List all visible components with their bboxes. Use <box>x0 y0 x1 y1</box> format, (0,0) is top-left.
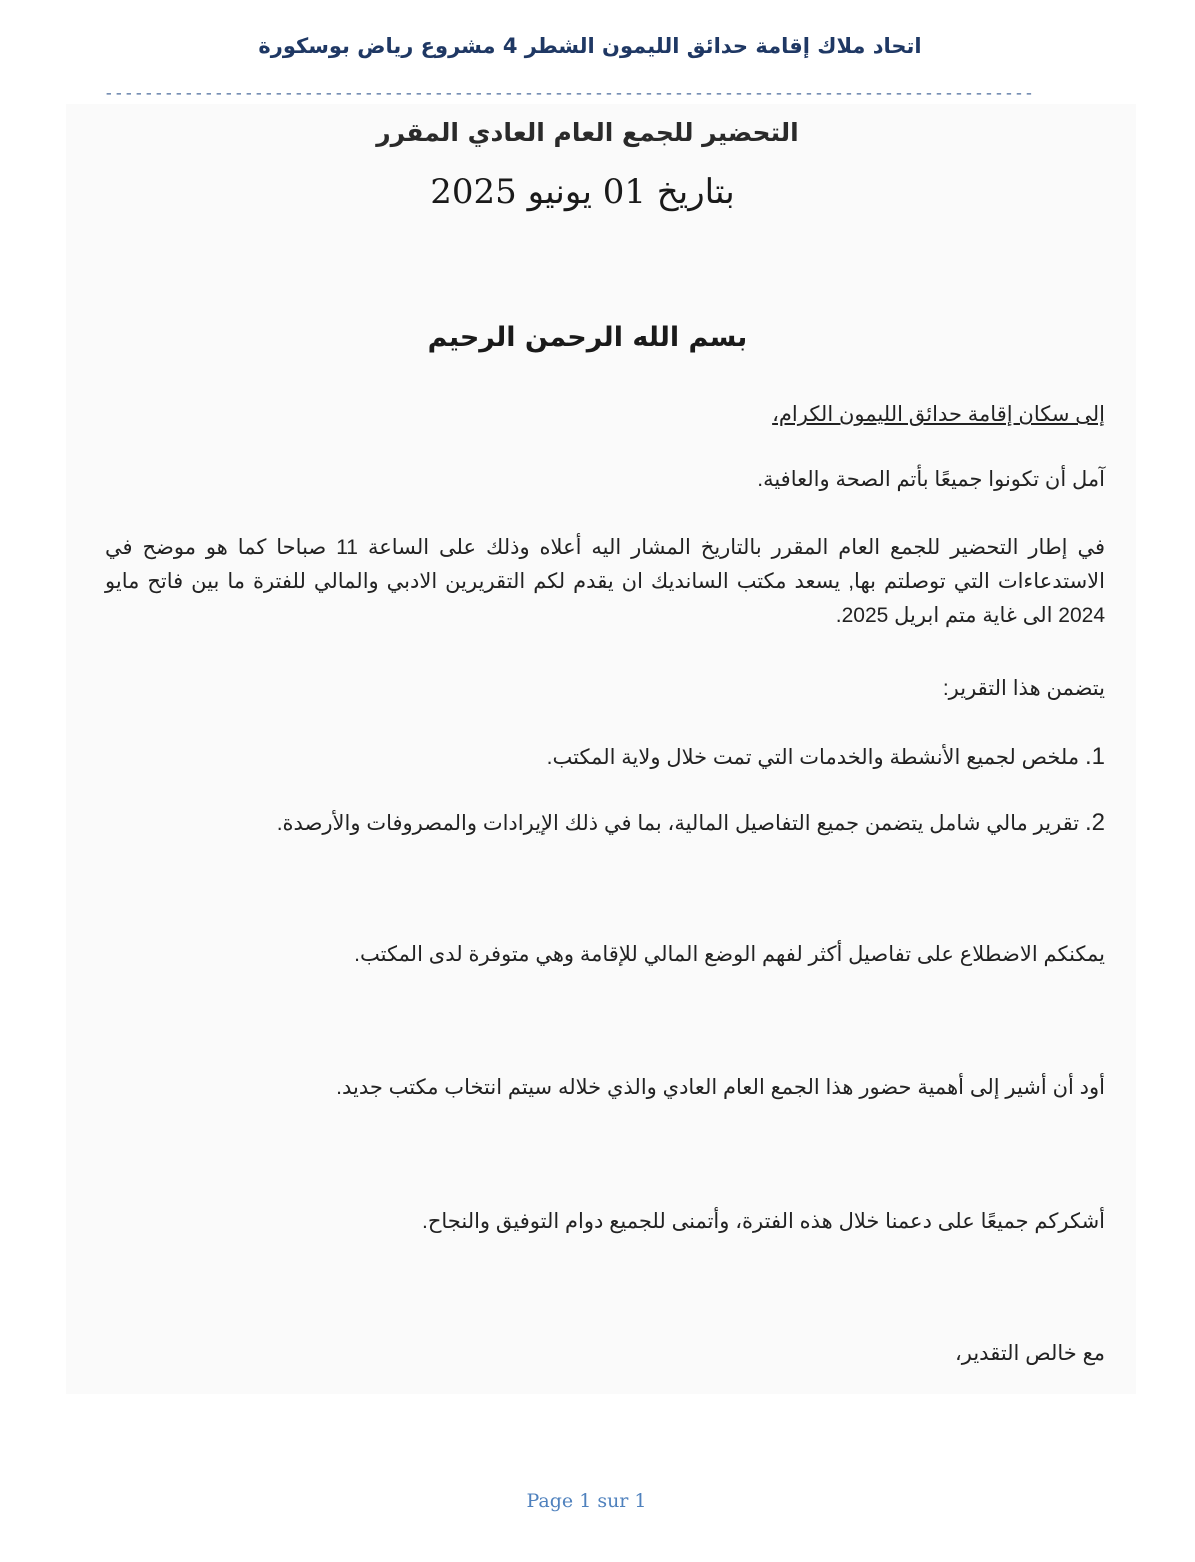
list-item-text: ملخص لجميع الأنشطة والخدمات التي تمت خلال ولاية المكتب. <box>546 746 1080 769</box>
attendance-paragraph: أود أن أشير إلى أهمية حضور هذا الجمع العام العادي والذي خلاله سيتم انتخاب مكتب جديد. <box>336 1076 1105 1099</box>
list-item <box>105 806 1105 841</box>
page-number: Page 1 sur 1 <box>526 1490 647 1512</box>
closing: مع خالص التقدير، <box>954 1342 1105 1365</box>
greeting: آمل أن تكونوا جميعًا بأتم الصحة والعافية. <box>757 468 1105 491</box>
thanks-paragraph: أشكركم جميعًا على دعمنا خلال هذه الفترة، وأتمنى للجميع دوام التوفيق والنجاح. <box>422 1210 1105 1233</box>
report-intro: يتضمن هذا التقرير: <box>942 677 1105 700</box>
list-item-number: 2. <box>1084 809 1105 836</box>
header-title: اتحاد ملاك إقامة حدائق الليمون الشطر 4 مشروع رياض بوسكورة <box>258 34 922 58</box>
salutation: إلى سكان إقامة حدائق الليمون الكرام، <box>772 403 1105 426</box>
document-title: التحضير للجمع العام العادي المقرر <box>376 118 799 147</box>
header-divider: --------------------------------------------------------------------------------------------- <box>104 86 1035 102</box>
document-date: بتاريخ 01 يونيو 2025 <box>430 172 735 212</box>
details-paragraph: يمكنكم الاضطلاع على تفاصيل أكثر لفهم الوضع المالي للإقامة وهي متوفرة لدى المكتب. <box>354 943 1105 966</box>
list-item <box>105 740 1105 775</box>
intro-paragraph: في إطار التحضير للجمع العام المقرر بالتاريخ المشار اليه أعلاه وذلك على الساعة 11 صباحا كما هو موضح في الاستدعاءات التي توصلتم بها, يسعد مكتب السانديك ان يقدم لكم التقريرين الادبي والمالي للفترة ما بين فاتح مايو 2024 الى غاية متم ابريل 2025. <box>105 536 1105 627</box>
list-item-number: 1. <box>1084 743 1105 770</box>
list-item-text: تقرير مالي شامل يتضمن جميع التفاصيل المالية، بما في ذلك الإيرادات والمصروفات والأرصدة. <box>276 812 1080 835</box>
basmala: بسم الله الرحمن الرحيم <box>427 322 748 353</box>
